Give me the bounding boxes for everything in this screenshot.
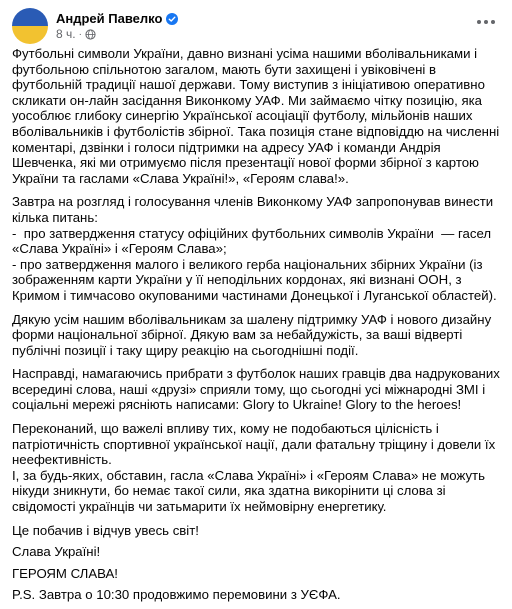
post-meta	[56, 10, 178, 42]
more-dot	[491, 20, 495, 24]
post-paragraph-6: Це побачив і відчув увесь світ!	[12, 522, 199, 538]
post-body	[12, 46, 502, 609]
globe-icon[interactable]	[85, 29, 96, 40]
avatar[interactable]	[12, 8, 48, 44]
post-paragraph-9: P.S. Завтра о 10:30 продовжимо перемовини з УЄФА.	[12, 587, 341, 603]
verified-badge-icon	[166, 13, 178, 25]
post-paragraph-8: ГЕРОЯМ СЛАВА!	[12, 565, 118, 581]
post-paragraph-2: Завтра на розгляд і голосування членів Виконкому УАФ запропонував винести кілька питань: - про затвердження статусу офіційних футбольних символів України — гасел «Слава Україні» і «Героям Слава»; - про затвердження малого і великого герба національних збірних України (із зображенням карти України у її неподільних кордонах, які визнані ООН, з Кримом і тимчасово окупованими частинами Донецької і Луганської областей).	[12, 194, 497, 303]
separator-dot: ·	[78, 29, 82, 40]
post-paragraph-1: Футбольні символи України, давно визнані усіма нашими вболівальниками і футбольною спільнотою загалом, мають бути захищені і увіковічені в футбольній традиції нашої держави. Тому виступив з ініціативою оперативно скликати он-лайн засідання Виконкому УАФ. Ми займаємо чітку позицію, яка уособлює глибоку синергію Української асоціації футболу, мільйонів наших вболівальників і футболістів збірної. Така позиція стане відповіддю на численні коментарі, дзвінки і голоси підтримки на адресу УАФ і команди Андрія Шевченка, які ми отримуємо після презентації нової форми збірної з картою України та гаслами «Слава Україні!», «Героям слава!».	[12, 46, 503, 186]
author-row	[56, 10, 178, 27]
more-dot	[477, 20, 481, 24]
post-paragraph-4: Насправді, намагаючись прибрати з футболок наших гравців два надрукованих всередині слова, наші «друзі» сприяли тому, що сьогодні усі міжнародні ЗМІ і соціальні мережі рясніють написами: Glory to Ukraine! Glory to the heroes!	[12, 366, 504, 413]
post-paragraph-7: Слава Україні!	[12, 544, 101, 560]
post-timestamp[interactable]: 8 ч.	[56, 27, 76, 41]
avatar-flag-blue	[12, 8, 48, 26]
post-paragraph-3: Дякую усім нашим вболівальникам за шалену підтримку УАФ і нового дизайну форми національної збірної. Дякую вам за небайдужість, за ваші відверті публічні позиції і таку щиру реакцію на сьогоднішні події.	[12, 311, 495, 358]
author-name[interactable]: Андрей Павелко	[56, 11, 163, 26]
more-options-icon[interactable]	[472, 12, 500, 32]
post-header	[12, 8, 178, 44]
more-dot	[484, 20, 488, 24]
avatar-flag-yellow	[12, 26, 48, 44]
post-subline	[56, 27, 178, 42]
post-paragraph-5: Переконаний, що важелі впливу тих, кому не подобаються цілісність і патріотичність спортивної української нації, дали фатальну тріщину і довели їх неефективність. І, за будь-яких, обставин, гасла «Слава Україні» і «Героям Слава» не можуть нікуди зникнути, бо немає такої сили, яка здатна викорінити ці слова зі свідомості українців чи затьмарити їх неймовірну енергетику.	[12, 421, 496, 515]
